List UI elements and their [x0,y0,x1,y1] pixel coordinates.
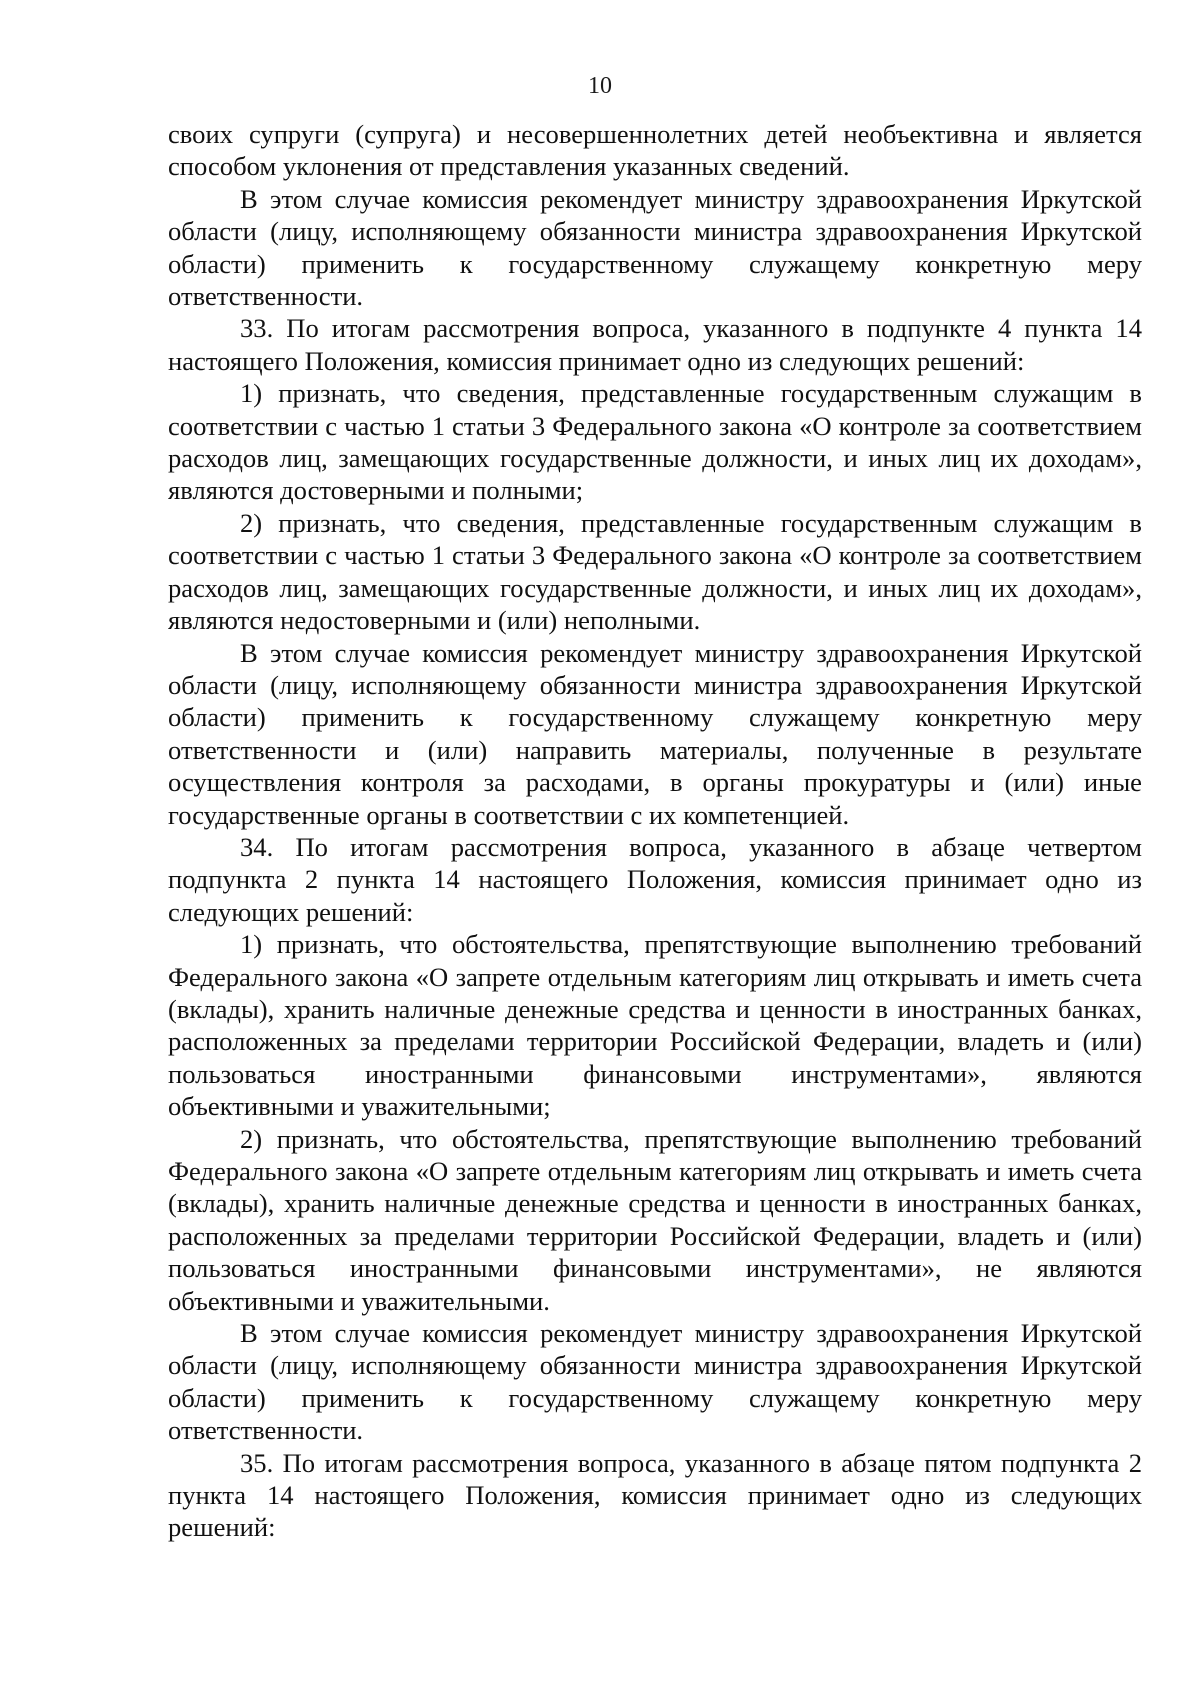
paragraph-item-34: 34. По итогам рассмотрения вопроса, указанного в абзаце четвертом подпункта 2 пункта 14 настоящего Положения, комиссия принимает одно из следующих решений: [168,831,1142,927]
paragraph-34-option-1: 1) признать, что обстоятельства, препятствующие выполнению требований Федерального закона «О запрете отдельным категориям лиц открывать и иметь счета (вклады), хранить наличные денежные средства и ценности в иностранных банках, расположенных за пределами территории Российской Федерации, владеть и (или) пользоваться иностранными финансовыми инструментами», являются объективными и уважительными; [168,929,1142,1122]
page-number: 10 [588,73,612,99]
paragraph-33-option-1: 1) признать, что сведения, представленные государственным служащим в соответствии с частью 1 статьи 3 Федерального закона «О контроле за соответствием расходов лиц, замещающих государственные должности, и иных лиц их доходам», являются достоверными и полными; [168,378,1142,506]
paragraph-recommendation-2: В этом случае комиссия рекомендует министру здравоохранения Иркутской области (лицу, исполняющему обязанности министра здравоохранения Иркутской области) применить к государственному служащему конкретную меру ответственности и (или) направить материалы, полученные в результате осуществления контроля за расходами, в органы прокуратуры и (или) иные государственные органы в соответствии с их компетенцией. [168,637,1142,830]
document-body [168,118,1142,1544]
paragraph-continuation: своих супруги (супруга) и несовершеннолетних детей необъективна и является способом уклонения от представления указанных сведений. [168,119,1142,182]
paragraph-34-option-2: 2) признать, что обстоятельства, препятствующие выполнению требований Федерального закона «О запрете отдельным категориям лиц открывать и иметь счета (вклады), хранить наличные денежные средства и ценности в иностранных банках, расположенных за пределами территории Российской Федерации, владеть и (или) пользоваться иностранными финансовыми инструментами», не являются объективными и уважительными. [168,1123,1142,1316]
paragraph-item-33: 33. По итогам рассмотрения вопроса, указанного в подпункте 4 пункта 14 настоящего Положения, комиссия принимает одно из следующих решений: [168,313,1142,376]
paragraph-33-option-2: 2) признать, что сведения, представленные государственным служащим в соответствии с частью 1 статьи 3 Федерального закона «О контроле за соответствием расходов лиц, замещающих государственные должности, и иных лиц их доходам», являются недостоверными и (или) неполными. [168,507,1142,636]
paragraph-recommendation-3: В этом случае комиссия рекомендует министру здравоохранения Иркутской области (лицу, исполняющему обязанности министра здравоохранения Иркутской области) применить к государственному служащему конкретную меру ответственности. [168,1318,1142,1446]
paragraph-item-35: 35. По итогам рассмотрения вопроса, указанного в абзаце пятом подпункта 2 пункта 14 настоящего Положения, комиссия принимает одно из следующих решений: [168,1447,1142,1543]
paragraph-recommendation-1: В этом случае комиссия рекомендует министру здравоохранения Иркутской области (лицу, исполняющему обязанности министра здравоохранения Иркутской области) применить к государственному служащему конкретную меру ответственности. [168,183,1142,312]
